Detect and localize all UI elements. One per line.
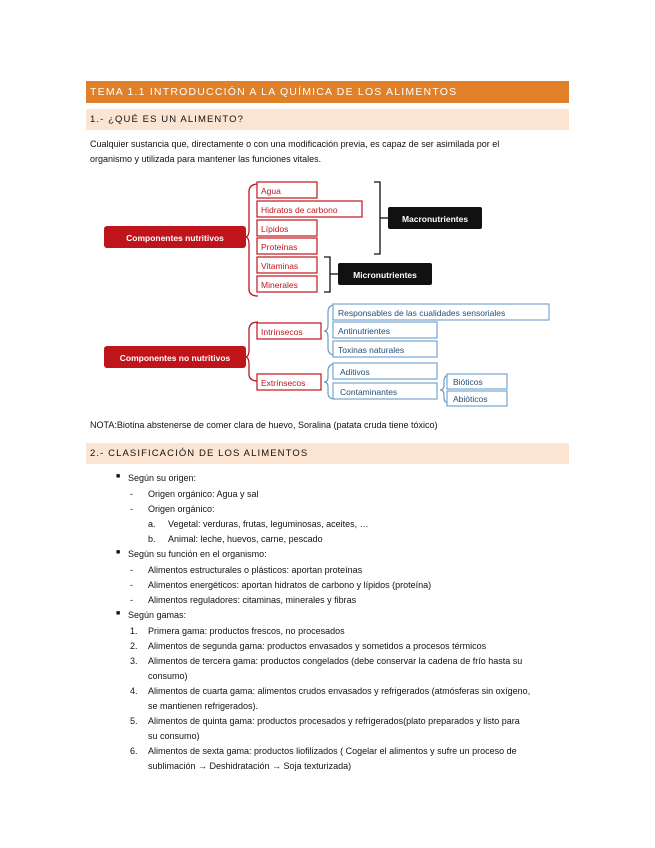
no-nutritivos-brace	[245, 322, 258, 381]
components-diagram	[0, 0, 655, 420]
extrinsecos-label: Extrínsecos	[261, 378, 306, 388]
origen-vegetal: Vegetal: verduras, frutas, leguminosas, aceites, …	[168, 519, 369, 529]
gama-4-line-1: Alimentos de cuarta gama: alimentos crudos envasados y refrigerados (atmósferas sin oxígeno,	[148, 686, 531, 696]
no-nutritivos-label: Componentes no nutritivos	[119, 353, 231, 363]
origen-label: Según su origen:	[128, 473, 197, 483]
vegetal-marker: a.	[148, 519, 156, 529]
gama-6-line-2: sublimación → Deshidratación → Soja texturizada)	[148, 761, 352, 771]
macronutrientes-label: Macronutrientes	[401, 214, 469, 224]
nutrient-lipidos: Lípidos	[261, 224, 289, 234]
gama-marker-2: 2.	[130, 641, 138, 651]
section-heading-1: 1.- ¿QUÉ ES UN ALIMENTO?	[86, 109, 569, 130]
aditivos-label: Aditivos	[340, 367, 370, 377]
gama-5-line-1: Alimentos de quinta gama: productos procesados y refrigerados(plato preparados y listo para	[148, 716, 520, 726]
gama-marker-4: 4.	[130, 686, 138, 696]
nutritivos-label: Componentes nutritivos	[126, 233, 224, 243]
funcion-item-2: Alimentos energéticos: aportan hidratos de carbono y lípidos (proteína)	[148, 580, 432, 590]
funcion-item-1: Alimentos estructurales o plásticos: aportan proteínas	[148, 565, 363, 575]
gama-marker-5: 5.	[130, 716, 138, 726]
bullet-icon: ■	[116, 549, 121, 556]
origen-organico-1: Origen orgánico: Agua y sal	[148, 489, 259, 499]
bioticos-label: Bióticos	[453, 377, 483, 387]
macro-bracket	[374, 182, 380, 254]
intrinsecos-label: Intrínsecos	[261, 327, 303, 337]
nutrient-minerales: Minerales	[261, 280, 298, 290]
abioticos-label: Abióticos	[453, 394, 488, 404]
micro-bracket	[324, 257, 330, 292]
bullet-icon: ■	[116, 610, 121, 617]
gama-6-line-1: Alimentos de sexta gama: productos liofilizados ( Cogelar el alimentos y sufre un proceso de	[148, 746, 517, 756]
gama-4-line-2: se mantienen refrigerados).	[148, 701, 259, 711]
nutrient-vitaminas: Vitaminas	[261, 261, 299, 271]
micronutrientes-label: Micronutrientes	[353, 270, 417, 280]
gama-2: Alimentos de segunda gama: productos envasados y sometidos a procesos térmicos	[148, 641, 487, 651]
toxinas-label: Toxinas naturales	[338, 345, 405, 355]
origen-animal: Animal: leche, huevos, carne, pescado	[168, 534, 323, 544]
nutrient-agua: Agua	[261, 186, 281, 196]
document-title: TEMA 1.1 INTRODUCCIÓN A LA QUÍMICA DE LOS ALIMENTOS	[86, 81, 569, 103]
section-heading-2: 2.- CLASIFICACIÓN DE LOS ALIMENTOS	[86, 443, 569, 464]
gama-5-line-2: su consumo)	[148, 731, 200, 741]
origen-organico-2: Origen orgánico:	[148, 504, 215, 514]
gama-marker-6: 6.	[130, 746, 138, 756]
gama-marker-3: 3.	[130, 656, 138, 666]
bullet-icon: ■	[116, 473, 121, 480]
funcion-item-3: Alimentos reguladores: citaminas, minerales y fibras	[148, 595, 357, 605]
animal-marker: b.	[148, 534, 156, 544]
nota: NOTA:Biotina abstenerse de comer clara de huevo, Soralina (patata cruda tiene tóxico)	[90, 420, 438, 430]
antinutrientes-label: Antinutrientes	[338, 326, 390, 336]
nutrient-hidratos: Hidratos de carbono	[261, 205, 338, 215]
gama-3-line-2: consumo)	[148, 671, 188, 681]
gama-1: Primera gama: productos frescos, no procesados	[148, 626, 345, 636]
gamas-label: Según gamas:	[128, 610, 187, 620]
contaminantes-label: Contaminantes	[340, 387, 398, 397]
definition-line-2: organismo y utilizada para mantener las funciones vitales.	[90, 154, 322, 164]
gama-3-line-1: Alimentos de tercera gama: productos congelados (debe conservar la cadena de frío hasta su	[148, 656, 523, 666]
definition-line-1: Cualquier sustancia que, directamente o con una modificación previa, es capaz de ser asimilada por el	[90, 139, 500, 149]
cualidades-label: Responsables de las cualidades sensoriales	[338, 308, 506, 318]
nutrient-proteinas: Proteínas	[261, 242, 298, 252]
funcion-label: Según su función en el organismo:	[128, 549, 267, 559]
nutritivos-brace	[245, 184, 258, 296]
gama-marker-1: 1.	[130, 626, 138, 636]
